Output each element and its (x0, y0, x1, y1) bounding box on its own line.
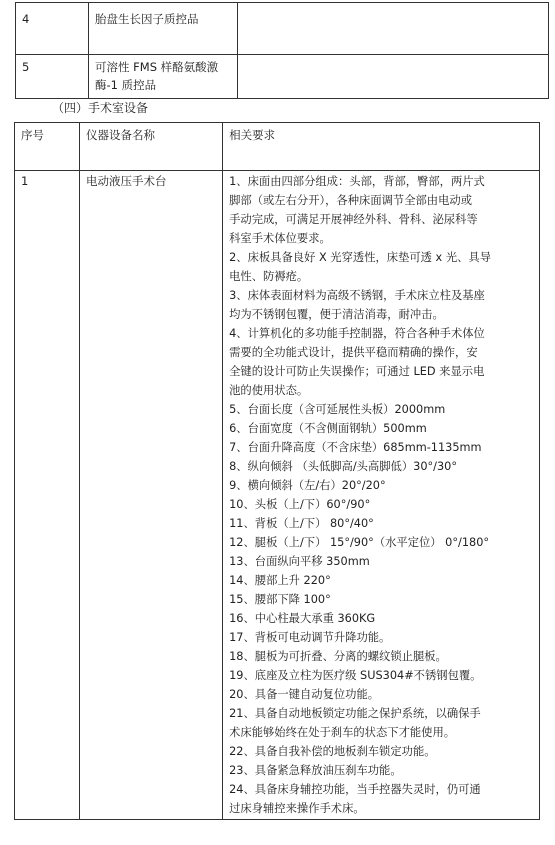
requirement-line: 24、具备床身辅控功能，当手控器失灵时，仍可通 (229, 783, 481, 796)
equipment-name: 电动液压手术台 (79, 171, 222, 820)
row-number: 1 (15, 171, 80, 820)
requirement-line: 电性、防褥疮。 (229, 270, 309, 283)
requirement-line: 2、床板具备良好 X 光穿透性，床垫可透 x 光、具导 (229, 251, 492, 264)
row-number: 4 (16, 3, 89, 55)
item-name (89, 55, 238, 99)
requirement-line: 池的使用状态。 (229, 384, 309, 397)
requirement-line: 21、具备自动地板锁定功能之保护系统，以确保手 (229, 707, 481, 720)
requirement-line: 12、腿板（上/下） 15°/90°（水平定位） 0°/180° (229, 536, 490, 549)
table-header-row (15, 123, 540, 171)
requirement-line: 3、床体表面材料为高级不锈钢，手术床立柱及基座 (229, 289, 485, 302)
item-name-line: 可溶性 FMS 样酪氨酸激 (95, 60, 219, 74)
section-title: （四）手术室设备 (52, 101, 149, 115)
requirement-line: 脚部（或左右分开），各种床面调节全部由电动或 (229, 194, 472, 207)
requirement-line: 19、底座及立柱为医疗级 SUS304#不锈钢包覆。 (229, 669, 482, 682)
requirement-line: 17、背板可电动调节升降功能。 (229, 631, 391, 644)
requirement-line: 11、背板（上/下） 80°/40° (229, 517, 374, 530)
item-name-line: 酶-1 质控品 (95, 78, 157, 92)
requirement-line: 16、中心柱最大承重 360KG (229, 612, 376, 625)
table-row (16, 3, 549, 55)
header-requirements: 相关要求 (223, 123, 540, 171)
requirement-line: 13、台面纵向平移 350mm (229, 555, 370, 568)
header-number: 序号 (15, 123, 80, 171)
requirement-line: 18、腿板为可折叠、分离的螺纹锁止腿板。 (229, 650, 447, 663)
requirement-line: 科室手术体位要求。 (229, 232, 331, 245)
requirement-line: 22、具备自我补偿的地板刹车锁定功能。 (229, 745, 436, 758)
item-name-line: 胎盘生长因子质控品 (95, 12, 199, 26)
header-name: 仪器设备名称 (79, 123, 222, 171)
requirement-line: 6、台面宽度（不含侧面钢轨）500mm (229, 422, 427, 435)
row-number: 5 (16, 55, 89, 99)
requirement-line: 术床能够始终在处于刹车的状态下才能使用。 (229, 726, 456, 739)
requirement-line: 9、横向倾斜（左/右）20°/20° (229, 479, 386, 492)
requirement-line: 8、纵向倾斜 （头低脚高/头高脚低）30°/30° (229, 460, 458, 473)
item-requirement (238, 3, 549, 55)
requirement-line: 20、具备一键自动复位功能。 (229, 688, 380, 701)
requirement-line: 过床身辅控来操作手术床。 (229, 802, 365, 815)
item-requirement (238, 55, 549, 99)
equipment-table (14, 122, 540, 820)
requirement-line: 5、台面长度（含可延展性头板）2000mm (229, 403, 446, 416)
equipment-requirements (223, 171, 540, 820)
requirement-line: 4、计算机化的多功能手控制器，符合各种手术体位 (229, 327, 485, 340)
reagent-table (15, 2, 549, 99)
requirement-line: 14、腰部上升 220° (229, 574, 331, 587)
item-name (89, 3, 238, 55)
table-row (15, 171, 540, 820)
requirement-line: 15、腰部下降 100° (229, 593, 331, 606)
requirement-line: 手动完成，可满足开展神经外科、骨科、泌尿科等 (229, 213, 478, 226)
table-row (16, 55, 549, 99)
requirement-line: 23、具备紧急释放油压刹车功能。 (229, 764, 402, 777)
requirement-line: 1、床面由四部分组成：头部，背部，臀部，两片式 (229, 175, 485, 188)
requirement-line: 需要的全功能式设计，提供平稳而精确的操作，安 (229, 346, 478, 359)
requirement-line: 全键的设计可防止失误操作；可通过 LED 来显示电 (229, 365, 485, 378)
requirement-line: 10、头板（上/下）60°/90° (229, 498, 371, 511)
requirement-line: 均为不锈钢包覆，便于清洁消毒，耐冲击。 (229, 308, 444, 321)
requirement-line: 7、台面升降高度（不含床垫）685mm-1135mm (229, 441, 482, 454)
